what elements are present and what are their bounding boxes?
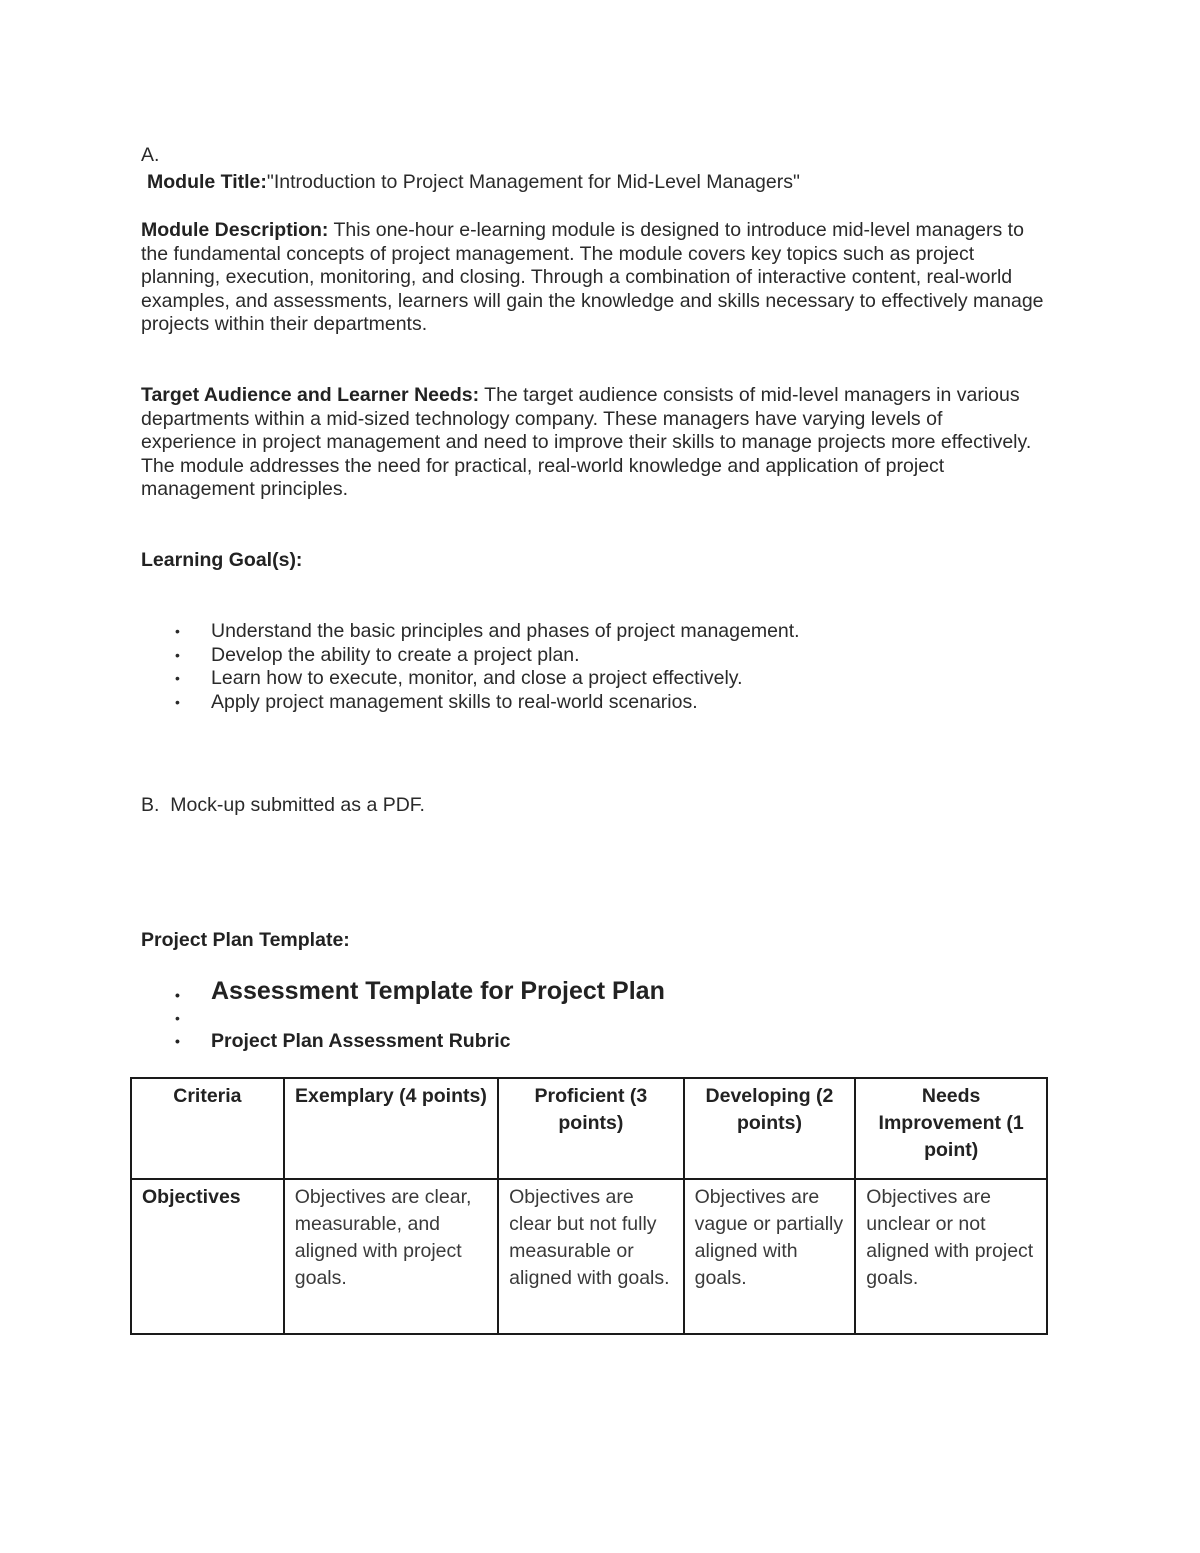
- target-audience-label: Target Audience and Learner Needs:: [141, 384, 480, 406]
- table-cell: Objectives are clear, measurable, and aligned with project goals.: [284, 1179, 498, 1334]
- list-item: [175, 691, 800, 715]
- list-item: [175, 620, 800, 644]
- module-title-label: Module Title:: [147, 171, 267, 193]
- criteria-cell: Objectives: [131, 1179, 284, 1334]
- table-cell: Objectives are clear but not fully measurable or aligned with goals.: [498, 1179, 684, 1334]
- module-title: [147, 171, 1067, 195]
- rubric-title: Project Plan Assessment Rubric: [211, 1030, 511, 1052]
- assessment-template-title: Assessment Template for Project Plan: [211, 977, 665, 1005]
- list-item: [175, 1007, 665, 1030]
- module-description-label: Module Description:: [141, 219, 329, 241]
- bullet-icon: •: [175, 646, 180, 663]
- learning-goals-heading: Learning Goal(s):: [141, 549, 303, 571]
- bullet-icon: •: [175, 1010, 180, 1026]
- section-a-label: A.: [141, 144, 160, 166]
- header-needs-improvement: Needs Improvement (1 point): [855, 1078, 1047, 1179]
- section-b-text: Mock-up submitted as a PDF.: [170, 794, 425, 816]
- list-item: [175, 1030, 665, 1054]
- target-audience: [141, 384, 1041, 502]
- project-plan-list: [175, 975, 665, 1054]
- list-item: [175, 667, 800, 691]
- bullet-icon: •: [175, 987, 180, 1003]
- module-description: [141, 219, 1056, 337]
- list-item: [175, 644, 800, 668]
- goal-text: Apply project management skills to real-world scenarios.: [211, 690, 698, 713]
- table-header-row: [131, 1078, 1047, 1179]
- header-proficient: Proficient (3 points): [498, 1078, 684, 1179]
- goal-text: Learn how to execute, monitor, and close a project effectively.: [211, 667, 743, 689]
- project-plan-heading: Project Plan Template:: [141, 929, 350, 951]
- table-row: [131, 1179, 1047, 1334]
- section-b: [141, 794, 1061, 818]
- list-item: [175, 975, 665, 1007]
- module-description-text: This one-hour e-learning module is designed to introduce mid-level managers to the fundamental concepts of project management. The module covers key topics such as project planning, execution, monitoring, and closing. Through a combination of interactive content, real-world examples, and assessments, learners will gain the knowledge and skills necessary to effectively manage projects within their departments.: [141, 219, 1044, 335]
- bullet-icon: •: [175, 670, 180, 686]
- bullet-icon: •: [175, 1033, 180, 1049]
- table-cell: Objectives are vague or partially aligned with goals.: [684, 1179, 856, 1334]
- table-cell: Objectives are unclear or not aligned with project goals.: [855, 1179, 1047, 1334]
- header-exemplary: Exemplary (4 points): [284, 1078, 498, 1179]
- learning-goals-list: [175, 620, 800, 714]
- header-criteria: Criteria: [131, 1078, 284, 1179]
- section-b-label: B.: [141, 794, 160, 816]
- bullet-icon: •: [175, 693, 180, 710]
- target-audience-text: The target audience consists of mid-level managers in various departments within a mid-sized technology company. These managers have varying levels of experience in project management and need to improve their skills to manage projects more effectively. The module addresses the need for practical, real-world knowledge and application of project management principles.: [141, 384, 1032, 500]
- goal-text: Develop the ability to create a project plan.: [211, 643, 580, 666]
- rubric-table: [130, 1077, 1048, 1335]
- goal-text: Understand the basic principles and phases of project management.: [211, 620, 800, 642]
- module-title-value: "Introduction to Project Management for Mid-Level Managers": [266, 171, 800, 193]
- header-developing: Developing (2 points): [684, 1078, 856, 1179]
- bullet-icon: •: [175, 623, 180, 639]
